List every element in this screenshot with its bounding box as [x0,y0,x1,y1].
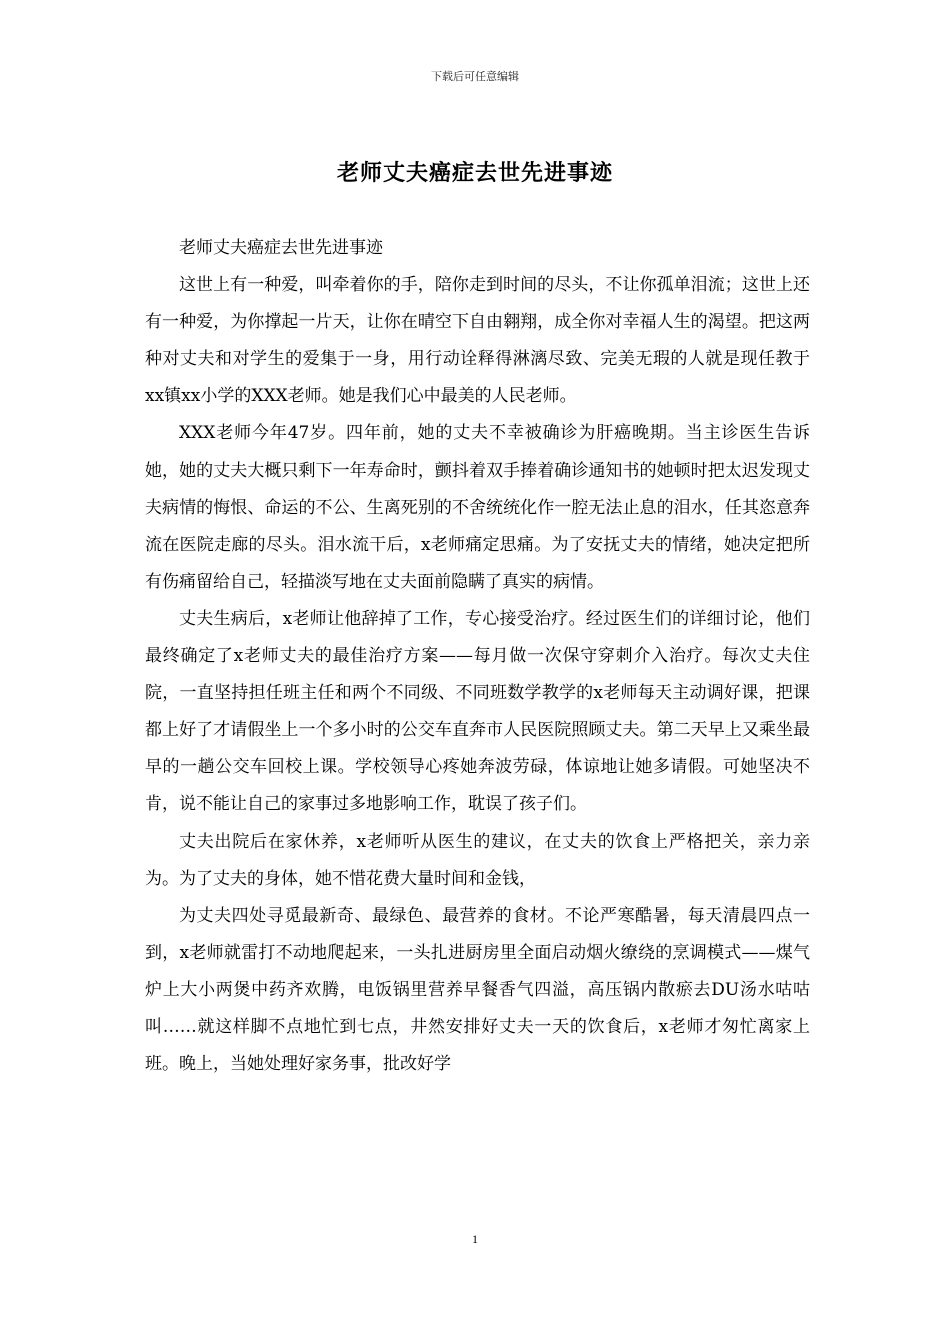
page-header: 下载后可任意编辑 [431,70,519,83]
page-number: 1 [472,1232,478,1246]
paragraph-subtitle: 老师丈夫癌症去世先进事迹 [179,238,383,258]
paragraph: 丈夫生病后，x老师让他辞掉了工作，专心接受治疗。经过医生们的详细讨论，他们最终确定了x老师丈夫的最佳治疗方案——每月做一次保守穿刺介入治疗。每次丈夫住院，一直坚持担任班主任和两个不同级、不同班数学教学的x老师每天主动调好课，把课都上好了才请假坐上一个多小时的公交车直奔市人民医院照顾丈夫。第二天早上又乘坐最早的一趟公交车回校上课。学校领导心疼她奔波劳碌，体谅地让她多请假。可她坚决不肯，说不能让自己的家事过多地影响工作，耽误了孩子们。 [145,608,810,815]
paragraph: XXX老师今年47岁。四年前，她的丈夫不幸被确诊为肝癌晚期。当主诊医生告诉她，她的丈夫大概只剩下一年寿命时，颤抖着双手捧着确诊通知书的她顿时把太迟发现丈夫病情的悔恨、命运的不公、生离死别的不舍统统化作一腔无法止息的泪水，任其恣意奔流在医院走廊的尽头。泪水流干后，x老师痛定思痛。为了安抚丈夫的情绪，她决定把所有伤痛留给自己，轻描淡写地在丈夫面前隐瞒了真实的病情。 [145,423,810,592]
document-body [145,230,810,1083]
paragraph: 这世上有一种爱，叫牵着你的手，陪你走到时间的尽头，不让你孤单泪流；这世上还有一种爱，为你撑起一片天，让你在晴空下自由翱翔，成全你对幸福人生的渴望。把这两种对丈夫和对学生的爱集于一身，用行动诠释得淋漓尽致、完美无瑕的人就是现任教于xx镇xx小学的XXX老师。她是我们心中最美的人民老师。 [145,275,810,407]
document-title: 老师丈夫癌症去世先进事迹 [336,160,613,186]
paragraph: 为丈夫四处寻觅最新奇、最绿色、最营养的食材。不论严寒酷暑，每天清晨四点一到，x老师就雷打不动地爬起来，一头扎进厨房里全面启动烟火缭绕的烹调模式——煤气炉上大小两煲中药齐欢腾，电饭锅里营养早餐香气四溢，高压锅内散瘀去DU汤水咕咕叫……就这样脚不点地忙到七点，井然安排好丈夫一天的饮食后，x老师才匆忙离家上班。晚上，当她处理好家务事，批改好学 [145,905,810,1075]
paragraph: 丈夫出院后在家休养，x老师听从医生的建议，在丈夫的饮食上严格把关，亲力亲为。为了丈夫的身体，她不惜花费大量时间和金钱， [145,831,810,889]
